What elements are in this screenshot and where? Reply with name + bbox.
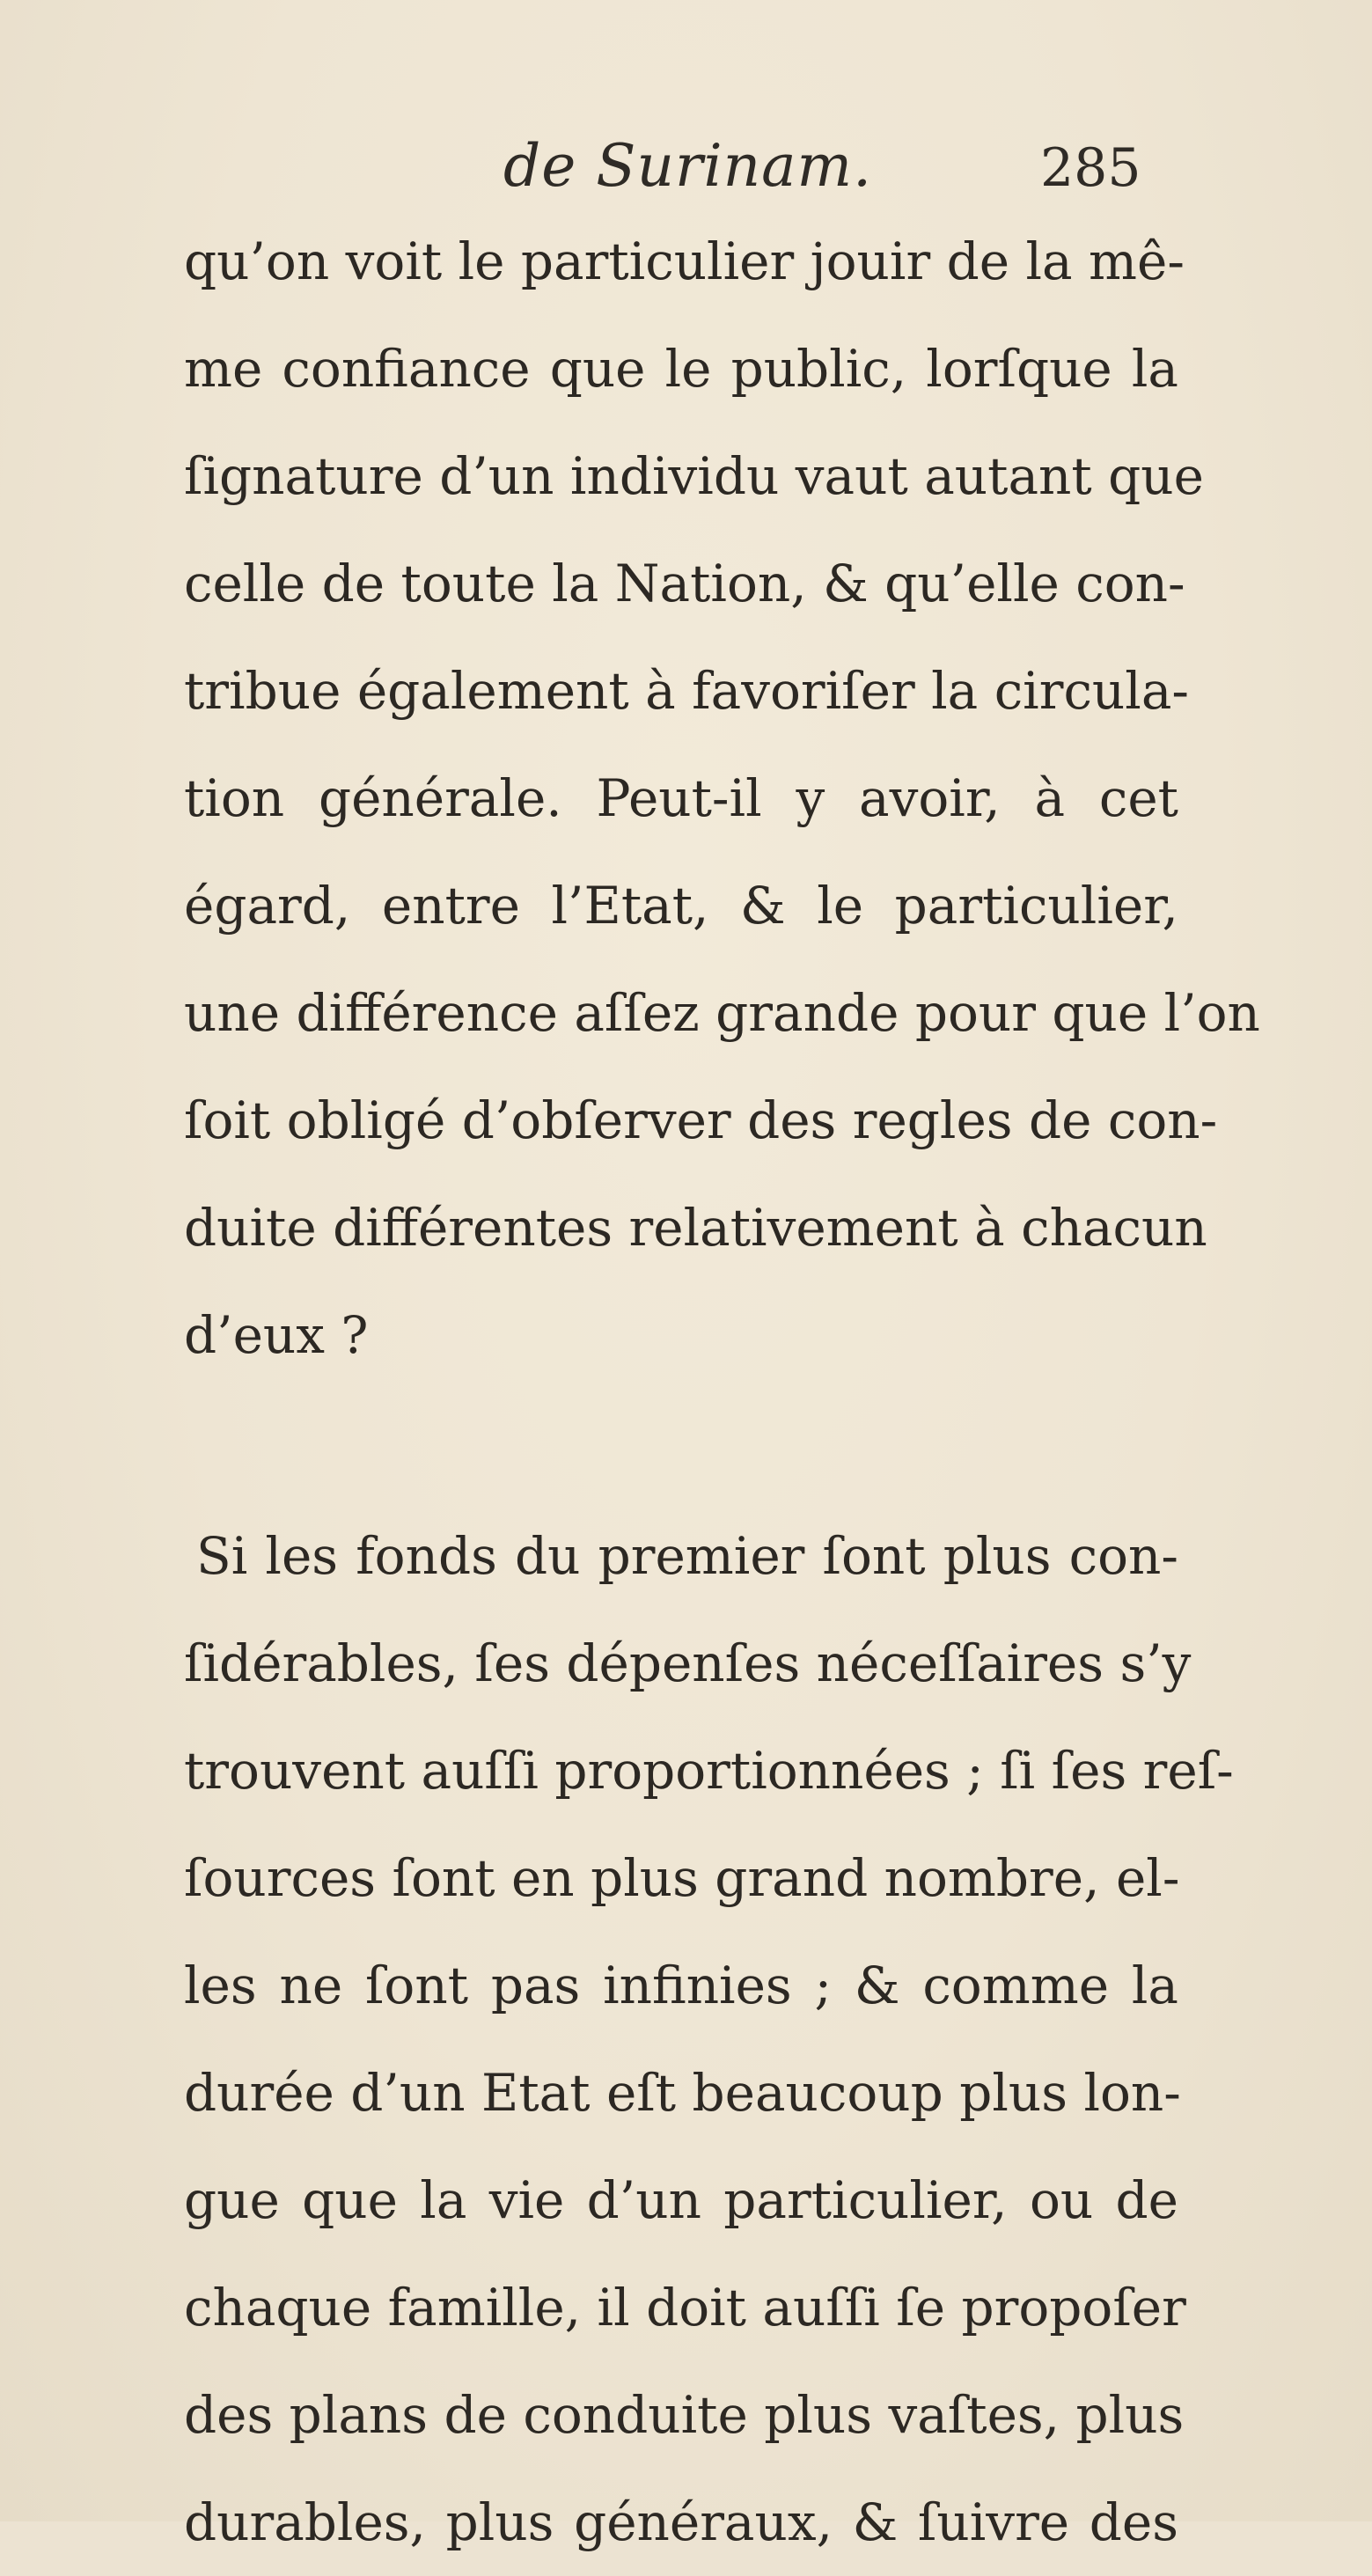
text-line: ſoit obligé d’obſerver des regles de con-	[184, 1090, 1218, 1150]
text-line: qu’on voit le particulier jouir de la mê-	[184, 231, 1185, 291]
text-line: ſources ſont en plus grand nombre, el-	[184, 1848, 1180, 1908]
text-line: tion générale. Peut-il y avoir, à cet	[184, 768, 1178, 828]
paragraph-2	[184, 1502, 1234, 2576]
text-line: duite différentes relativement à chacun	[184, 1198, 1207, 1258]
text-line: tribue également à favoriſer la circula-	[184, 661, 1190, 721]
text-line: ſidérables, ſes dépenſes néceſſaires s’y	[184, 1633, 1192, 1693]
text-line: ſignature d’un individu vaut autant que	[184, 446, 1204, 506]
text-line: durée d’un Etat eſt beaucoup plus lon-	[184, 2063, 1181, 2123]
text-line: durables, plus généraux, & ſuivre des	[184, 2492, 1178, 2552]
text-line-first: Si les fonds du premier ſont plus con-	[196, 1526, 1178, 1586]
text-line-last: d’eux ?	[184, 1305, 369, 1365]
running-head	[0, 132, 1372, 211]
text-line: les ne ſont pas infinies ; & comme la	[184, 1956, 1178, 2015]
text-line: chaque famille, il doit auſſi ſe propoſer	[184, 2278, 1186, 2337]
running-title: de Surinam.	[503, 132, 873, 200]
text-line: des plans de conduite plus vaſtes, plus	[184, 2385, 1185, 2445]
text-line: gue que la vie d’un particulier, ou de	[184, 2170, 1178, 2230]
text-line: trouvent auſſi proportionnées ; ſi ſes reſ-	[184, 1741, 1234, 1801]
text-line: égard, entre l’Etat, & le particulier,	[184, 876, 1178, 936]
text-line: celle de toute la Nation, & qu’elle con-	[184, 554, 1185, 613]
body-text	[184, 208, 1260, 2576]
text-line: me confiance que le public, lorſque la	[184, 339, 1178, 399]
paragraph-gap	[184, 1389, 1178, 1502]
paragraph-1	[184, 208, 1260, 1389]
text-line: une différence aſſez grande pour que l’on	[184, 983, 1260, 1043]
page-number: 285	[1040, 137, 1141, 199]
